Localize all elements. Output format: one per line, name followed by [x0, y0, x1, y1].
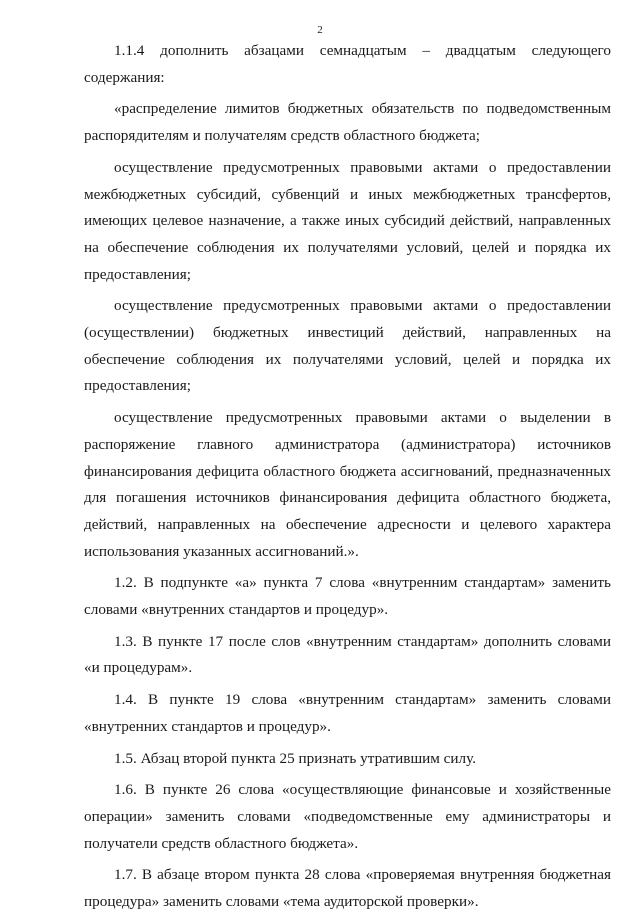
paragraph-1-7: 1.7. В абзаце втором пункта 28 слова «проверяемая внутренняя бюджетная процедура» заменить словами «тема аудиторской проверки». [84, 866, 611, 911]
paragraph-1-1-4: 1.1.4 дополнить абзацами семнадцатым – двадцатым следующего содержания: [84, 42, 611, 86]
paragraph-quote-transfers: осуществление предусмотренных правовыми актами о предоставлении межбюджетных субсидий, субвенций и иных межбюджетных трансфертов, имеющих целевое назначение, а также иных субсидий действий, направленных на обеспечение соблюдения их получателями условий, целей и порядка их предоставления; [84, 158, 611, 283]
paragraph-1-4: 1.4. В пункте 19 слова «внутренним стандартам» заменить словами «внутренних стандартов и процедур». [84, 691, 611, 735]
paragraph-1-2: 1.2. В подпункте «а» пункта 7 слова «внутренним стандартам» заменить словами «внутренних стандартов и процедур». [84, 574, 611, 619]
document-body [84, 38, 611, 916]
paragraph-quote-deficit: осуществление предусмотренных правовыми актами о выделении в распоряжение главного администратора (администратора) источников финансирования дефицита областного бюджета ассигнований, предназначенных для погашения источников финансирования дефицита областного бюджета, действий, направленных на обеспечение адресности и целевого характера использования указанных ассигнований.». [84, 409, 611, 560]
paragraph-quote-limits: «распределение лимитов бюджетных обязательств по подведомственным распорядителям и получателям средств областного бюджета; [84, 100, 611, 145]
paragraph-1-6: 1.6. В пункте 26 слова «осуществляющие финансовые и хозяйственные операции» заменить словами «подведомственные ему администраторы и получатели средств областного бюджета». [84, 781, 611, 852]
paragraph-quote-investments: осуществление предусмотренных правовыми актами о предоставлении (осуществлении) бюджетных инвестиций действий, направленных на обеспечение соблюдения их получателями условий, целей и порядка их предоставления; [84, 297, 611, 395]
page-number: 2 [317, 24, 323, 36]
paragraph-1-5: 1.5. Абзац второй пункта 25 признать утратившим силу. [114, 749, 476, 767]
paragraph-1-3: 1.3. В пункте 17 после слов «внутренним стандартам» дополнить словами «и процедурам». [84, 632, 611, 677]
